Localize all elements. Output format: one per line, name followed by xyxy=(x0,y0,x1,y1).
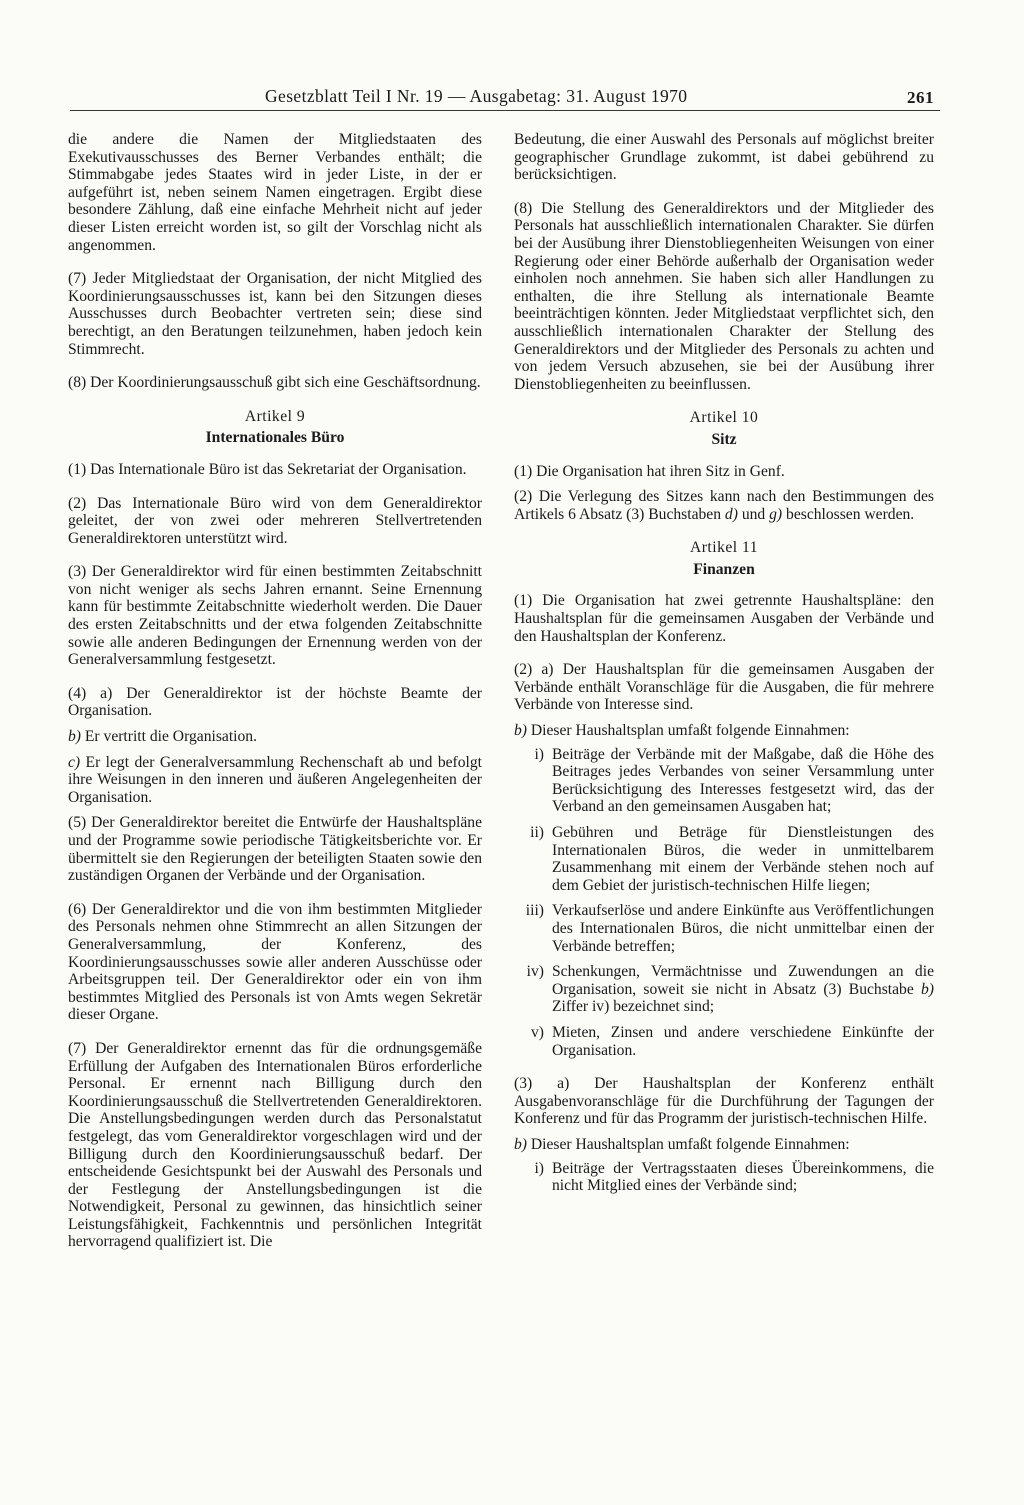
paragraph-continued: die andere die Namen der Mitgliedstaaten des Exekutivausschusses des Berner Verbandes enthält; die Stimmabgabe jedes Staates wird in jeder Liste, in der er aufgeführt ist, neben seinem Namen eingetragen. Ergibt diese besondere Zählung, daß eine einfache Mehrheit nicht auf jeder dieser Listen erreicht worden ist, so gilt der Vorschlag nicht als angenommen. xyxy=(68,131,482,254)
list-number: v) xyxy=(531,1023,544,1041)
para-text: und xyxy=(741,505,766,523)
list-text: Beiträge der Verbände mit der Maßgabe, daß die Höhe des Beitrages jedes Verbandes von seiner Versammlung unter Berücksichtigung des Interesses festgesetzt wird, das der Verband an den gemeinsamen Ausgaben hat; xyxy=(552,745,934,816)
article-9-paragraph-5: (5) Der Generaldirektor bereitet die Entwürfe der Haushaltspläne und der Programme sowie periodische Tätigkeitsberichte vor. Er übermittelt sie den Regierungen der beteiligten Staaten sowie den zuständigen Organen der Verbände und der Organisation. xyxy=(68,814,482,885)
article-9-paragraph-1: (1) Das Internationale Büro ist das Sekretariat der Organisation. xyxy=(68,460,467,478)
list-item xyxy=(514,1024,934,1059)
para-text: Er legt der Generalversammlung Rechenschaft ab und befolgt ihre Weisungen in den inneren und äußeren Angelegenheiten der Organisation. xyxy=(68,753,482,806)
article-9-title: Artikel 9 xyxy=(244,407,306,425)
article-11-title: Artikel 11 xyxy=(689,539,759,557)
para-text: beschlossen werden. xyxy=(786,505,915,523)
letter-ref: d) xyxy=(724,505,738,523)
article-11-paragraph-2a xyxy=(514,661,934,714)
left-column xyxy=(68,131,482,1267)
list-item xyxy=(514,1160,934,1195)
page-number: 261 xyxy=(907,88,934,107)
para-number: c) xyxy=(68,753,81,771)
para-text: Dieser Haushaltsplan umfaßt folgende Einnahmen: xyxy=(530,1135,850,1153)
right-column xyxy=(514,131,934,1203)
letter-ref: g) xyxy=(769,505,783,523)
list-text: Gebühren und Beträge für Dienstleistungen des Internationalen Büros, die weder in unmittelbarem Zusammenhang mit einem der Verbände stehen noch auf dem Gebiet der juristisch-technischen Hilfe liegen; xyxy=(552,824,934,894)
list-number: i) xyxy=(534,1159,544,1177)
article-9-paragraph-4b xyxy=(68,728,482,746)
list-number: ii) xyxy=(530,824,544,841)
list-item xyxy=(514,824,934,894)
list-text: Mieten, Zinsen und andere verschiedene Einkünfte der Organisation. xyxy=(552,1023,934,1059)
list-text xyxy=(552,963,934,1016)
article-11-paragraph-1: (1) Die Organisation hat zwei getrennte Haushaltspläne: den Haushaltsplan für die gemeinsamen Ausgaben der Verbände und den Haushaltsplan der Konferenz. xyxy=(514,592,934,645)
article-9-subtitle: Internationales Büro xyxy=(205,429,345,447)
para-number: (2) a) xyxy=(514,661,554,679)
paragraph-8-8: (8) Der Koordinierungsausschuß gibt sich eine Geschäftsordnung. xyxy=(68,374,481,392)
list-number: iv) xyxy=(526,963,544,981)
para-number: (3) a) xyxy=(514,1075,570,1093)
para-number: (4) a) xyxy=(68,684,113,702)
para-number: b) xyxy=(514,722,527,740)
list-number: iii) xyxy=(525,902,544,920)
header-rule xyxy=(70,110,940,111)
letter-ref: b) xyxy=(921,980,934,998)
list-item xyxy=(514,902,934,955)
article-9-paragraph-8: (8) Die Stellung des Generaldirektors und der Mitglieder des Personals hat ausschließlich internationalen Charakter. Sie dürfen bei der Ausübung ihrer Dienstobliegenheiten Weisungen von einer Regierung oder einer Behörde außerhalb der Organisation weder einholen noch annehmen. Sie haben sich aller Handlungen zu enthalten, die ihre Stellung als internationale Beamte beeinträchtigen könnten. Jeder Mitgliedstaat verpflichtet sich, den ausschließlich internationalen Charakter der Stellung des Generaldirektors und der Mitglieder des Personals zu achten und von jedem Versuch abzusehen, sie bei der Ausübung ihrer Dienstobliegenheiten zu beeinflussen. xyxy=(514,199,934,393)
article-9-paragraph-4a xyxy=(68,685,482,720)
list-item xyxy=(514,963,934,1016)
list-item xyxy=(514,746,934,816)
list-text: Verkaufserlöse und andere Einkünfte aus Veröffentlichungen des Internationalen Büros, die nicht unmittelbar einen der Verbände betreffen; xyxy=(552,902,934,955)
para-text: Dieser Haushaltsplan umfaßt folgende Einnahmen: xyxy=(530,722,850,740)
article-9-paragraph-2: (2) Das Internationale Büro wird von dem Generaldirektor geleitet, der von zwei oder mehreren Stellvertretenden Generaldirektoren unterstützt wird. xyxy=(68,494,482,547)
article-9-paragraph-3: (3) Der Generaldirektor wird für einen bestimmten Zeitabschnitt von nicht weniger als sechs Jahren ernannt. Seine Ernennung kann für bestimmte Zeitabschnitte wiederholt werden. Die Dauer des ersten Zeitabschnitts und der etwa folgenden Zeitabschnitte sowie alle anderen Bedingungen der Ernennung werden von der Generalversammlung festgesetzt. xyxy=(68,563,482,669)
paragraph-continued: Bedeutung, die einer Auswahl des Personals auf möglichst breiter geographischer Grundlage zukommt, ist dabei gebührend zu berücksichtigen. xyxy=(514,131,934,184)
article-10-paragraph-2 xyxy=(514,488,934,523)
article-10-subtitle: Sitz xyxy=(711,430,737,448)
article-9-paragraph-4c xyxy=(68,754,482,807)
para-text: Er vertritt die Organisation. xyxy=(84,728,257,746)
list-text-part: Ziffer iv) bezeichnet sind; xyxy=(552,998,715,1016)
article-11-paragraph-3a xyxy=(514,1075,934,1128)
article-10-title: Artikel 10 xyxy=(689,409,759,427)
para-text: Der Haushaltsplan für die gemeinsamen Ausgaben der Verbände enthält Voranschläge für die Ausgaben, die für mehrere Verbände von Interesse sind. xyxy=(514,661,934,714)
para-text: (2) Die Verlegung des Sitzes kann nach den Bestimmungen des Artikels 6 Absatz (3) Buchstaben xyxy=(514,488,934,523)
para-text: Der Haushaltsplan der Konferenz enthält Ausgabenvoranschläge für die Durchführung der Tagungen der Konferenz und für das Programm der juristisch-technischen Hilfe. xyxy=(514,1075,934,1128)
article-10-paragraph-1: (1) Die Organisation hat ihren Sitz in Genf. xyxy=(514,462,785,480)
para-text: Der Generaldirektor ist der höchste Beamte der Organisation. xyxy=(68,684,483,720)
article-11-paragraph-3b xyxy=(514,1136,934,1154)
list-text: Beiträge der Vertragsstaaten dieses Übereinkommens, die nicht Mitglied eines der Verbände sind; xyxy=(552,1159,934,1195)
paragraph-8-7: (7) Jeder Mitgliedstaat der Organisation, der nicht Mitglied des Koordinierungsausschusses ist, kann bei den Sitzungen dieses Ausschusses durch Beobachter vertreten sein; diese sind berechtigt, an den Beratungen teilzunehmen, haben jedoch kein Stimmrecht. xyxy=(68,270,482,358)
article-9-paragraph-7: (7) Der Generaldirektor ernennt das für die ordnungsgemäße Erfüllung der Aufgaben des Internationalen Büros erforderliche Personal. Er ernennt nach Billigung durch den Koordinierungsausschuß die Stellvertretenden Generaldirektoren. Die Anstellungsbedingungen werden durch das Personalstatut festgelegt, das vom Generaldirektor vorgeschlagen wird und der Billigung durch den Koordinierungsausschuß bedarf. Der entscheidende Gesichtspunkt bei der Auswahl des Personals und der Festlegung der Anstellungsbedingungen ist die Notwendigkeit, Personal zu gewinnen, das hinsichtlich seiner Leistungsfähigkeit, Fachkenntnis und persönlichen Integrität hervorragend qualifiziert ist. Die xyxy=(68,1039,482,1251)
header-title: Gesetzblatt Teil I Nr. 19 — Ausgabetag: 31. August 1970 xyxy=(265,86,688,106)
page-header xyxy=(70,82,940,112)
para-number: b) xyxy=(68,728,81,746)
article-9-paragraph-6: (6) Der Generaldirektor und die von ihm bestimmten Mitglieder des Personals nehmen ohne Stimmrecht an allen Sitzungen der Generalversammlung, der Konferenz, des Koordinierungsausschusses sowie aller anderen Ausschüsse oder Arbeitsgruppen teil. Der Generaldirektor oder ein von ihm bestimmtes Mitglied des Personals ist von Amts wegen Sekretär dieser Organe. xyxy=(68,900,482,1024)
list-text-part: Schenkungen, Vermächtnisse und Zuwendungen an die Organisation, soweit sie nicht in Absatz (3) Buchstabe xyxy=(552,963,934,998)
article-11-subtitle: Finanzen xyxy=(693,560,755,578)
article-11-paragraph-2b xyxy=(514,722,934,740)
para-number: b) xyxy=(514,1135,527,1153)
list-number: i) xyxy=(534,745,544,763)
